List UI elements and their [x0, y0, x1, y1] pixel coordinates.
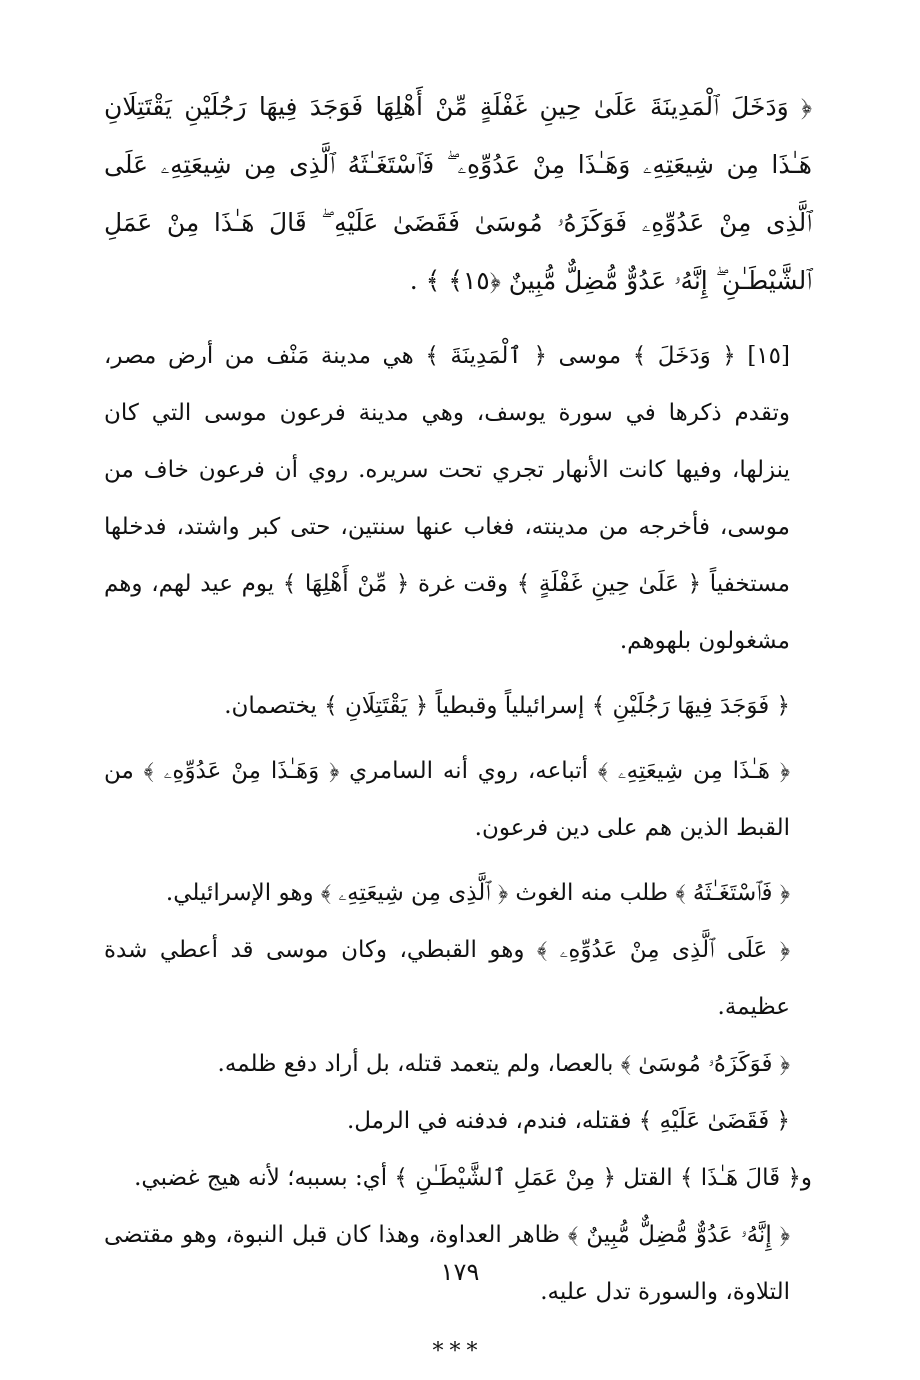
quran-verse: ﴿ وَدَخَلَ ٱلْمَدِينَةَ عَلَىٰ حِينِ غَفْلَةٍ مِّنْ أَهْلِهَا فَوَجَدَ فِيهَا رَجُلَيْنِ يَقْتَتِلَانِ هَـٰذَا مِن شِيعَتِهِۦ وَهَـٰذَا مِنْ عَدُوِّهِۦ ۖ فَٱسْتَغَـٰثَهُ ٱلَّذِى مِن شِيعَتِهِۦ عَلَى ٱلَّذِى مِنْ عَدُوِّهِۦ فَوَكَزَهُۥ مُوسَىٰ فَقَضَىٰ عَلَيْهِ ۖ قَالَ هَـٰذَا مِنْ عَمَلِ ٱلشَّيْطَـٰنِ ۖ إِنَّهُۥ عَدُوٌّ مُّضِلٌّ مُّبِينٌ ﴿١٥﴾ ﴾ . [104, 92, 812, 295]
commentary-paragraph-8: و﴿ قَالَ هَـٰذَا ﴾ القتل ﴿ مِنْ عَمَلِ ٱلشَّيْطَـٰنِ ﴾ أي: بسببه؛ لأنه هيج غضبي. [134, 1165, 812, 1191]
commentary-paragraph-9: ﴿ إِنَّهُۥ عَدُوٌّ مُّضِلٌّ مُّبِينٌ ﴾ ظاهر العداوة، وهذا كان قبل النبوة، وهو مقتضى التلاوة، والسورة تدل عليه. [104, 1222, 790, 1305]
commentary-paragraph-6: ﴿ فَوَكَزَهُۥ مُوسَىٰ ﴾ بالعصا، ولم يتعمد قتله، بل أراد دفع ظلمه. [217, 1051, 790, 1077]
spacer [104, 857, 812, 865]
section-separator: *** [432, 1339, 484, 1364]
commentary-paragraph-1: [١٥] ﴿ وَدَخَلَ ﴾ موسى ﴿ ٱلْمَدِينَةَ ﴾ هي مدينة مَنْف من أرض مصر، وتقدم ذكرها في سورة يوسف، وهي مدينة فرعون موسى التي كان ينزلها، وفيها كانت الأنهار تجري تحت سريره. روي أن فرعون خاف من موسى، فأخرجه من مدينته، فغاب عنها سنتين، حتى كبر واشتد، فدخلها مستخفياً ﴿ عَلَىٰ حِينِ غَفْلَةٍ ﴾ وقت غرة ﴿ مِّنْ أَهْلِهَا ﴾ يوم عيد لهم، وهم مشغولون بلهوهم. [104, 343, 790, 654]
spacer [104, 320, 812, 328]
commentary-paragraph-4: ﴿ فَٱسْتَغَـٰثَهُ ﴾ طلب منه الغوث ﴿ ٱلَّذِى مِن شِيعَتِهِۦ ﴾ وهو الإسرائيلي. [165, 880, 790, 906]
spacer [104, 735, 812, 743]
page-number: ١٧٩ [440, 1258, 480, 1286]
commentary-paragraph-5: ﴿ عَلَى ٱلَّذِى مِنْ عَدُوِّهِۦ ﴾ وهو القبطي، وكان موسى قد أعطي شدة عظيمة. [104, 937, 790, 1020]
spacer [104, 670, 812, 678]
commentary-paragraph-2: ﴿ فَوَجَدَ فِيهَا رَجُلَيْنِ ﴾ إسرائيلياً وقبطياً ﴿ يَقْتَتِلَانِ ﴾ يختصمان. [224, 693, 790, 719]
commentary-paragraph-7: ﴿ فَقَضَىٰ عَلَيْهِ ﴾ فقتله، فندم، فدفنه في الرمل. [346, 1108, 790, 1134]
commentary-paragraph-3: ﴿ هَـٰذَا مِن شِيعَتِهِۦ ﴾ أتباعه، روي أنه السامري ﴿ وَهَـٰذَا مِنْ عَدُوِّهِۦ ﴾ من القبط الذين هم على دين فرعون. [104, 758, 790, 841]
